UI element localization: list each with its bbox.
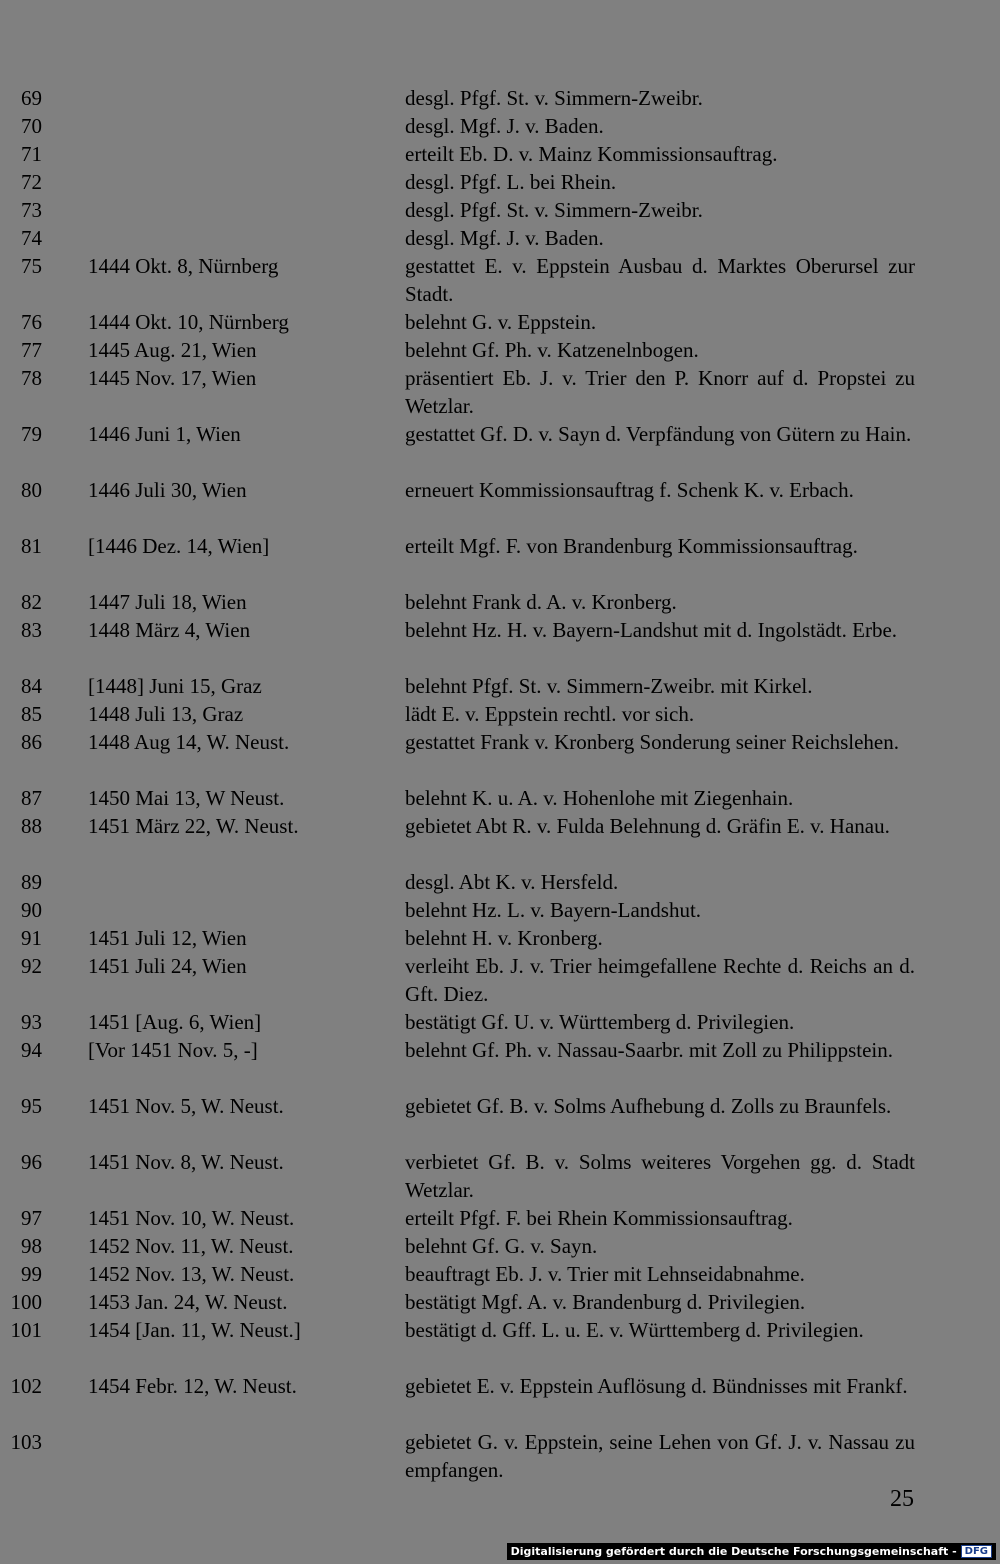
entry-number: 71: [21, 142, 42, 166]
entry-number: 76: [21, 310, 42, 334]
entry-date: 1447 Juli 18, Wien: [88, 590, 247, 614]
entry-number: 102: [10, 1374, 42, 1398]
entry-description: desgl. Mgf. J. v. Baden.: [405, 226, 604, 250]
entry-description: verleiht Eb. J. v. Trier heimgefallene Rechte d. Reichs an d. Gft. Diez.: [405, 954, 915, 1006]
entry-description: erneuert Kommissionsauftrag f. Schenk K. v. Erbach.: [405, 478, 854, 502]
entry-description: gebietet Abt R. v. Fulda Belehnung d. Gräfin E. v. Hanau.: [405, 814, 890, 838]
entry-description: erteilt Mgf. F. von Brandenburg Kommissionsauftrag.: [405, 534, 858, 558]
entry-number: 95: [21, 1094, 42, 1118]
entry-number: 87: [21, 786, 42, 810]
entry-description: desgl. Pfgf. L. bei Rhein.: [405, 170, 617, 194]
entry-number: 98: [21, 1234, 42, 1258]
entry-date: 1452 Nov. 13, W. Neust.: [88, 1262, 295, 1286]
entry-description: bestätigt d. Gff. L. u. E. v. Württemberg d. Privilegien.: [405, 1318, 864, 1342]
entry-date: 1451 Juli 24, Wien: [88, 954, 247, 978]
entry-description: gestattet Frank v. Kronberg Sonderung seiner Reichslehen.: [405, 730, 899, 754]
entry-description: gebietet E. v. Eppstein Auflösung d. Bündnisses mit Frankf.: [405, 1374, 908, 1398]
entry-number: 97: [21, 1206, 42, 1230]
entry-number: 93: [21, 1010, 42, 1034]
entry-number: 96: [21, 1150, 42, 1174]
entry-date: 1453 Jan. 24, W. Neust.: [88, 1290, 288, 1314]
entry-number: 82: [21, 590, 42, 614]
entry-number: 86: [21, 730, 42, 754]
entry-description: belehnt Frank d. A. v. Kronberg.: [405, 590, 677, 614]
entry-number: 74: [21, 226, 42, 250]
entry-description: lädt E. v. Eppstein rechtl. vor sich.: [405, 702, 695, 726]
entry-number: 77: [21, 338, 42, 362]
entry-number: 73: [21, 198, 42, 222]
entry-description: bestätigt Gf. U. v. Württemberg d. Privilegien.: [405, 1010, 795, 1034]
entry-number: 101: [10, 1318, 42, 1342]
entry-description: desgl. Mgf. J. v. Baden.: [405, 114, 604, 138]
entry-number: 69: [21, 86, 42, 110]
entry-number: 94: [21, 1038, 42, 1062]
entry-number: 99: [21, 1262, 42, 1286]
entry-description: beauftragt Eb. J. v. Trier mit Lehnseidabnahme.: [405, 1262, 805, 1286]
entry-date: 1451 [Aug. 6, Wien]: [88, 1010, 262, 1034]
entry-date: 1446 Juni 1, Wien: [88, 422, 241, 446]
entry-number: 88: [21, 814, 42, 838]
entry-description: gebietet G. v. Eppstein, seine Lehen von Gf. J. v. Nassau zu empfangen.: [405, 1430, 915, 1482]
entry-date: 1451 Juli 12, Wien: [88, 926, 247, 950]
entry-description: belehnt Gf. G. v. Sayn.: [405, 1234, 598, 1258]
entry-description: belehnt K. u. A. v. Hohenlohe mit Ziegenhain.: [405, 786, 794, 810]
entry-date: 1454 Febr. 12, W. Neust.: [88, 1374, 297, 1398]
entry-number: 80: [21, 478, 42, 502]
entry-number: 103: [10, 1430, 42, 1454]
entry-date: 1445 Nov. 17, Wien: [88, 366, 257, 390]
entry-number: 72: [21, 170, 42, 194]
entry-number: 83: [21, 618, 42, 642]
entry-number: 78: [21, 366, 42, 390]
entry-number: 84: [21, 674, 42, 698]
footer-text: Digitalisierung gefördert durch die Deutsche Forschungsgemeinschaft -: [510, 1545, 957, 1558]
entry-number: 100: [10, 1290, 42, 1314]
entry-number: 91: [21, 926, 42, 950]
entry-date: 1450 Mai 13, W Neust.: [88, 786, 285, 810]
footer-credit: [507, 1543, 996, 1560]
entry-description: erteilt Eb. D. v. Mainz Kommissionsauftrag.: [405, 142, 778, 166]
entry-description: erteilt Pfgf. F. bei Rhein Kommissionsauftrag.: [405, 1206, 793, 1230]
entry-number: 89: [21, 870, 42, 894]
entry-date: 1445 Aug. 21, Wien: [88, 338, 257, 362]
dfg-logo-icon: DFG: [961, 1545, 992, 1558]
entry-date: 1444 Okt. 8, Nürnberg: [88, 254, 279, 278]
entry-number: 90: [21, 898, 42, 922]
entry-date: 1451 Nov. 8, W. Neust.: [88, 1150, 284, 1174]
entry-date: [1446 Dez. 14, Wien]: [88, 534, 270, 558]
entry-description: desgl. Abt K. v. Hersfeld.: [405, 870, 619, 894]
entry-number: 70: [21, 114, 42, 138]
entry-description: belehnt Hz. H. v. Bayern-Landshut mit d. Ingolstädt. Erbe.: [405, 618, 898, 642]
entry-date: [1448] Juni 15, Graz: [88, 674, 262, 698]
entry-description: gebietet Gf. B. v. Solms Aufhebung d. Zolls zu Braunfels.: [405, 1094, 892, 1118]
entry-date: [Vor 1451 Nov. 5, -]: [88, 1038, 258, 1062]
entry-description: bestätigt Mgf. A. v. Brandenburg d. Privilegien.: [405, 1290, 806, 1314]
entry-date: 1444 Okt. 10, Nürnberg: [88, 310, 289, 334]
entry-date: 1451 Nov. 5, W. Neust.: [88, 1094, 284, 1118]
entry-date: 1454 [Jan. 11, W. Neust.]: [88, 1318, 301, 1342]
entry-number: 81: [21, 534, 42, 558]
entry-description: gestattet Gf. D. v. Sayn d. Verpfändung von Gütern zu Hain.: [405, 422, 912, 446]
entry-description: belehnt Hz. L. v. Bayern-Landshut.: [405, 898, 702, 922]
entry-description: belehnt G. v. Eppstein.: [405, 310, 597, 334]
entry-date: 1452 Nov. 11, W. Neust.: [88, 1234, 294, 1258]
entry-description: desgl. Pfgf. St. v. Simmern-Zweibr.: [405, 198, 703, 222]
entry-date: 1448 März 4, Wien: [88, 618, 251, 642]
entry-date: 1446 Juli 30, Wien: [88, 478, 247, 502]
entry-description: desgl. Pfgf. St. v. Simmern-Zweibr.: [405, 86, 703, 110]
entry-description: belehnt Pfgf. St. v. Simmern-Zweibr. mit Kirkel.: [405, 674, 813, 698]
entry-description: präsentiert Eb. J. v. Trier den P. Knorr auf d. Propstei zu Wetzlar.: [405, 366, 915, 418]
entry-description: gestattet E. v. Eppstein Ausbau d. Marktes Oberursel zur Stadt.: [405, 254, 915, 306]
entry-date: 1448 Juli 13, Graz: [88, 702, 244, 726]
entry-number: 85: [21, 702, 42, 726]
entry-date: 1448 Aug 14, W. Neust.: [88, 730, 290, 754]
entry-number: 79: [21, 422, 42, 446]
entry-date: 1451 Nov. 10, W. Neust.: [88, 1206, 295, 1230]
entry-description: verbietet Gf. B. v. Solms weiteres Vorgehen gg. d. Stadt Wetzlar.: [405, 1150, 915, 1202]
entry-date: 1451 März 22, W. Neust.: [88, 814, 299, 838]
entry-number: 92: [21, 954, 42, 978]
page-number: 25: [890, 1486, 914, 1512]
entry-number: 75: [21, 254, 42, 278]
entry-description: belehnt H. v. Kronberg.: [405, 926, 603, 950]
entry-description: belehnt Gf. Ph. v. Katzenelnbogen.: [405, 338, 699, 362]
entry-description: belehnt Gf. Ph. v. Nassau-Saarbr. mit Zoll zu Philippstein.: [405, 1038, 893, 1062]
